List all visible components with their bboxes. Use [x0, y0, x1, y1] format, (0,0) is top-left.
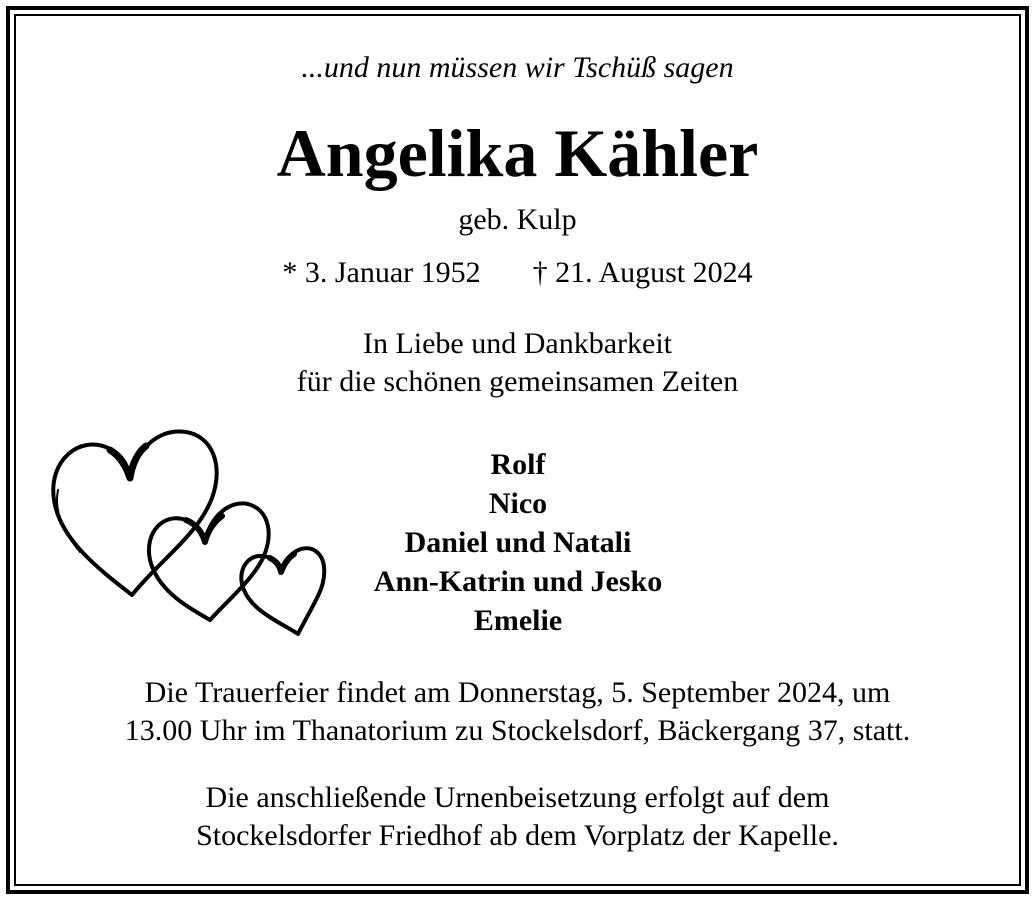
mourner-name: Nico — [488, 487, 548, 520]
birth-name: geb. Kulp — [458, 203, 577, 236]
mourner-name: Rolf — [490, 448, 546, 481]
burial-line: Stockelsdorfer Friedhof ab dem Vorplatz der Kapelle. — [196, 819, 839, 852]
deceased-name: Angelika Kähler — [276, 115, 759, 191]
dedication-line: für die schönen gemeinsamen Zeiten — [296, 365, 739, 398]
life-dates — [0, 252, 1035, 294]
mourner-name: Emelie — [473, 604, 563, 637]
burial-line: Die anschließende Urnenbeisetzung erfolgt auf dem — [205, 781, 830, 814]
dedication-line: In Liebe und Dankbarkeit — [362, 327, 673, 360]
ceremony-line: 13.00 Uhr im Thanatorium zu Stockelsdorf, Bäckergang 37, statt. — [124, 714, 911, 747]
birth-date: * 3. Januar 1952 — [282, 256, 481, 289]
mourner-name: Ann-Katrin und Jesko — [373, 565, 663, 598]
burial-info — [0, 779, 1035, 855]
mourners-list — [318, 445, 718, 640]
ceremony-info — [0, 674, 1035, 750]
mourner-name: Daniel und Natali — [404, 526, 632, 559]
death-date: † 21. August 2024 — [532, 256, 753, 289]
ceremony-line: Die Trauerfeier findet am Donnerstag, 5. September 2024, um — [144, 676, 891, 709]
three-hearts-icon — [40, 420, 340, 640]
dedication — [0, 325, 1035, 401]
motto: ...und nun müssen wir Tschüß sagen — [301, 51, 734, 84]
